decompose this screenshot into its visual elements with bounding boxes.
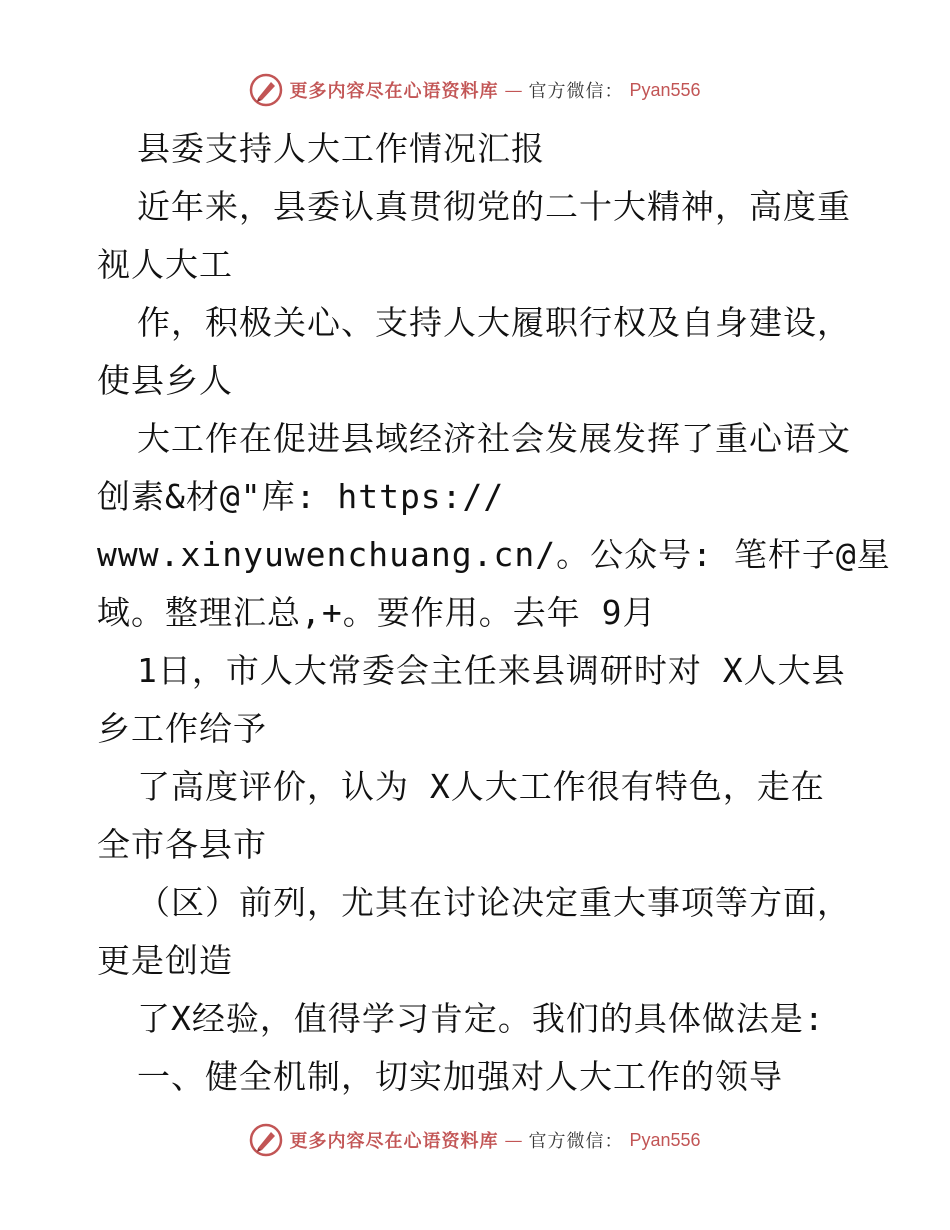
document-line: 全市各县市 xyxy=(97,825,267,864)
document-line: 更是创造 xyxy=(97,941,233,980)
banner-title: 更多内容尽在心语资料库 xyxy=(289,1131,499,1152)
banner-wechat-id: Pyan556 xyxy=(629,1129,701,1150)
document-line: 了高度评价，认为 X人大工作很有特色，走在 xyxy=(137,767,825,806)
banner-official-label: 官方微信： xyxy=(528,81,624,102)
document-line: 近年来，县委认真贯彻党的二十大精神，高度重 xyxy=(137,187,851,226)
document-line: 了X经验，值得学习肯定。我们的具体做法是: xyxy=(137,999,825,1038)
document-line: 视人大工 xyxy=(97,245,233,284)
pen-nib-logo-icon xyxy=(249,73,283,107)
document-line: 使县乡人 xyxy=(97,361,233,400)
banner-official-label: 官方微信： xyxy=(528,1131,624,1152)
document-line: 乡工作给予 xyxy=(97,709,267,748)
header-banner xyxy=(0,70,950,110)
pen-nib-logo-icon xyxy=(249,1123,283,1157)
banner-dash: — xyxy=(504,1129,523,1151)
banner-title: 更多内容尽在心语资料库 xyxy=(289,81,499,102)
banner-dash: — xyxy=(504,79,523,101)
document-line: 大工作在促进县域经济社会发展发挥了重心语文 xyxy=(137,419,851,458)
document-line: 域。整理汇总,+。要作用。去年 9月 xyxy=(97,593,657,632)
banner-wechat-id: Pyan556 xyxy=(629,79,701,100)
document-line: （区）前列，尤其在讨论决定重大事项等方面， xyxy=(137,883,851,922)
document-body xyxy=(97,120,891,1106)
document-line: 创素&材@"库: https:// xyxy=(97,477,505,516)
document-line: 1日，市人大常委会主任来县调研时对 X人大县 xyxy=(137,651,846,690)
footer-banner xyxy=(0,1120,950,1160)
document-line: 作，积极关心、支持人大履职行权及自身建设， xyxy=(137,303,851,342)
document-line: 一、健全机制，切实加强对人大工作的领导 xyxy=(137,1057,783,1096)
document-line: 县委支持人大工作情况汇报 xyxy=(137,129,545,168)
document-line: www.xinyuwenchuang.cn/。公众号: 笔杆子@星 xyxy=(97,535,891,574)
